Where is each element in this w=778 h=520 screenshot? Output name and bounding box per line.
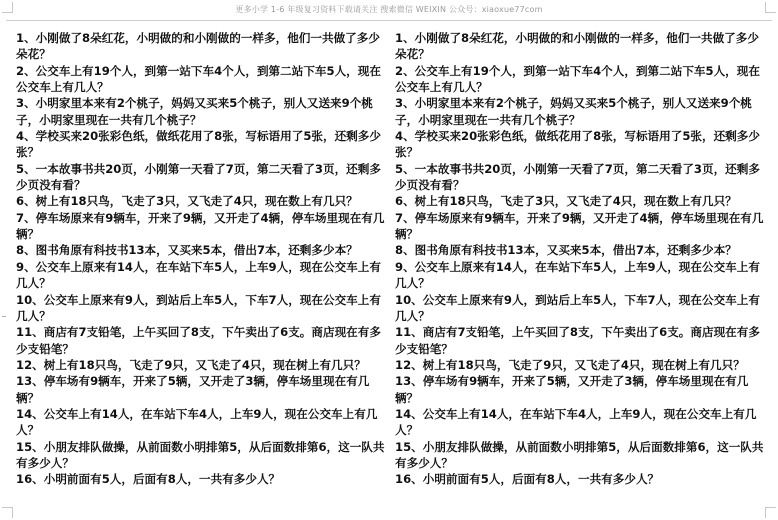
question-column-right bbox=[395, 30, 767, 488]
question-item: 7、停车场原来有9辆车，开来了9辆，又开走了4辆，停车场里现在有几辆？ bbox=[16, 210, 385, 242]
question-item: 8、图书角原有科技书13本，又买来5本，借出7本，还剩多少本？ bbox=[16, 243, 358, 258]
question-item: 4、学校买来20张彩色纸，做纸花用了8张，写标语用了5张，还剩多少张？ bbox=[395, 129, 760, 160]
question-item: 9、公交车上原来有14人，在车站下车5人，上车9人，现在公交车上有几人？ bbox=[395, 259, 760, 291]
question-item: 7、停车场原来有9辆车，开来了9辆，又开走了4辆，停车场里现在有几辆？ bbox=[395, 210, 764, 242]
question-item: 14、公交车上有14人，在车站下车4人，上车9人，现在公交车上有几人？ bbox=[16, 406, 378, 438]
question-item: 4、学校买来20张彩色纸，做纸花用了8张，写标语用了5张，还剩多少张？ bbox=[16, 129, 381, 160]
question-item: 1、小刚做了8朵红花，小明做的和小刚做的一样多，他们一共做了多少朵花？ bbox=[16, 31, 380, 62]
question-column-left bbox=[16, 30, 388, 488]
question-item: 3、小明家里本来有2个桃子，妈妈又买来5个桃子，别人又送来9个桃子，小明家里现在一共有几个桃子？ bbox=[16, 96, 373, 127]
question-item: 8、图书角原有科技书13本，又买来5本，借出7本，还剩多少本？ bbox=[395, 243, 737, 258]
question-item: 6、树上有18只鸟，飞走了3只，又飞走了4只，现在数上有几只？ bbox=[395, 194, 737, 209]
question-item: 5、一本故事书共20页，小刚第一天看了7页，第二天看了3页，还剩多少页没有看？ bbox=[395, 161, 760, 193]
header-divider bbox=[6, 20, 772, 21]
question-item: 13、停车场有9辆车，开来了5辆，又开走了3辆，停车场里现在有几辆？ bbox=[16, 374, 370, 405]
question-item: 10、公交车上原来有9人，到站后上车5人，下车7人，现在公交车上有几人？ bbox=[16, 292, 381, 323]
question-item: 10、公交车上原来有9人，到站后上车5人，下车7人，现在公交车上有几人？ bbox=[395, 292, 760, 323]
question-item: 15、小朋友排队做操，从前面数小明排第5，从后面数排第6，这一队共有多少人？ bbox=[395, 439, 764, 470]
question-item: 11、商店有7支铅笔，上午买回了8支，下午卖出了6支。商店现在有多少支铅笔？ bbox=[16, 325, 381, 356]
crop-mark-bottom-right bbox=[765, 507, 776, 518]
question-item: 16、小明前面有5人，后面有8人，一共有多少人？ bbox=[16, 472, 281, 487]
margin-marker bbox=[2, 316, 6, 317]
question-item: 2、公交车上有19个人，到第一站下车4个人，到第二站下车5人，现在公交车上有几人？ bbox=[395, 63, 760, 95]
page-header: 更多小学 1-6 年级复习资料下载请关注 搜索微信 WEIXIN 公众号：xiaoxue77com bbox=[235, 5, 543, 14]
question-item: 9、公交车上原来有14人，在车站下车5人，上车9人，现在公交车上有几人？ bbox=[16, 259, 381, 291]
question-item: 6、树上有18只鸟，飞走了3只，又飞走了4只，现在数上有几只？ bbox=[16, 194, 358, 209]
question-item: 1、小刚做了8朵红花，小明做的和小刚做的一样多，他们一共做了多少朵花？ bbox=[395, 31, 759, 62]
question-item: 5、一本故事书共20页，小刚第一天看了7页，第二天看了3页，还剩多少页没有看？ bbox=[16, 161, 381, 193]
question-item: 14、公交车上有14人，在车站下车4人，上车9人，现在公交车上有几人？ bbox=[395, 406, 757, 438]
question-item: 12、树上有18只鸟，飞走了9只，又飞走了4只，现在树上有几只？ bbox=[395, 357, 745, 372]
question-item: 15、小朋友排队做操，从前面数小明排第5，从后面数排第6，这一队共有多少人？ bbox=[16, 439, 385, 470]
question-item: 11、商店有7支铅笔，上午买回了8支，下午卖出了6支。商店现在有多少支铅笔？ bbox=[395, 325, 760, 356]
question-item: 2、公交车上有19个人，到第一站下车4个人，到第二站下车5人，现在公交车上有几人？ bbox=[16, 63, 381, 95]
question-item: 3、小明家里本来有2个桃子，妈妈又买来5个桃子，别人又送来9个桃子，小明家里现在一共有几个桃子？ bbox=[395, 96, 752, 127]
question-item: 13、停车场有9辆车，开来了5辆，又开走了3辆，停车场里现在有几辆？ bbox=[395, 374, 749, 405]
question-item: 12、树上有18只鸟，飞走了9只，又飞走了4只，现在树上有几只？ bbox=[16, 357, 366, 372]
crop-mark-bottom-left bbox=[2, 507, 13, 518]
question-item: 16、小明前面有5人，后面有8人，一共有多少人？ bbox=[395, 472, 660, 487]
